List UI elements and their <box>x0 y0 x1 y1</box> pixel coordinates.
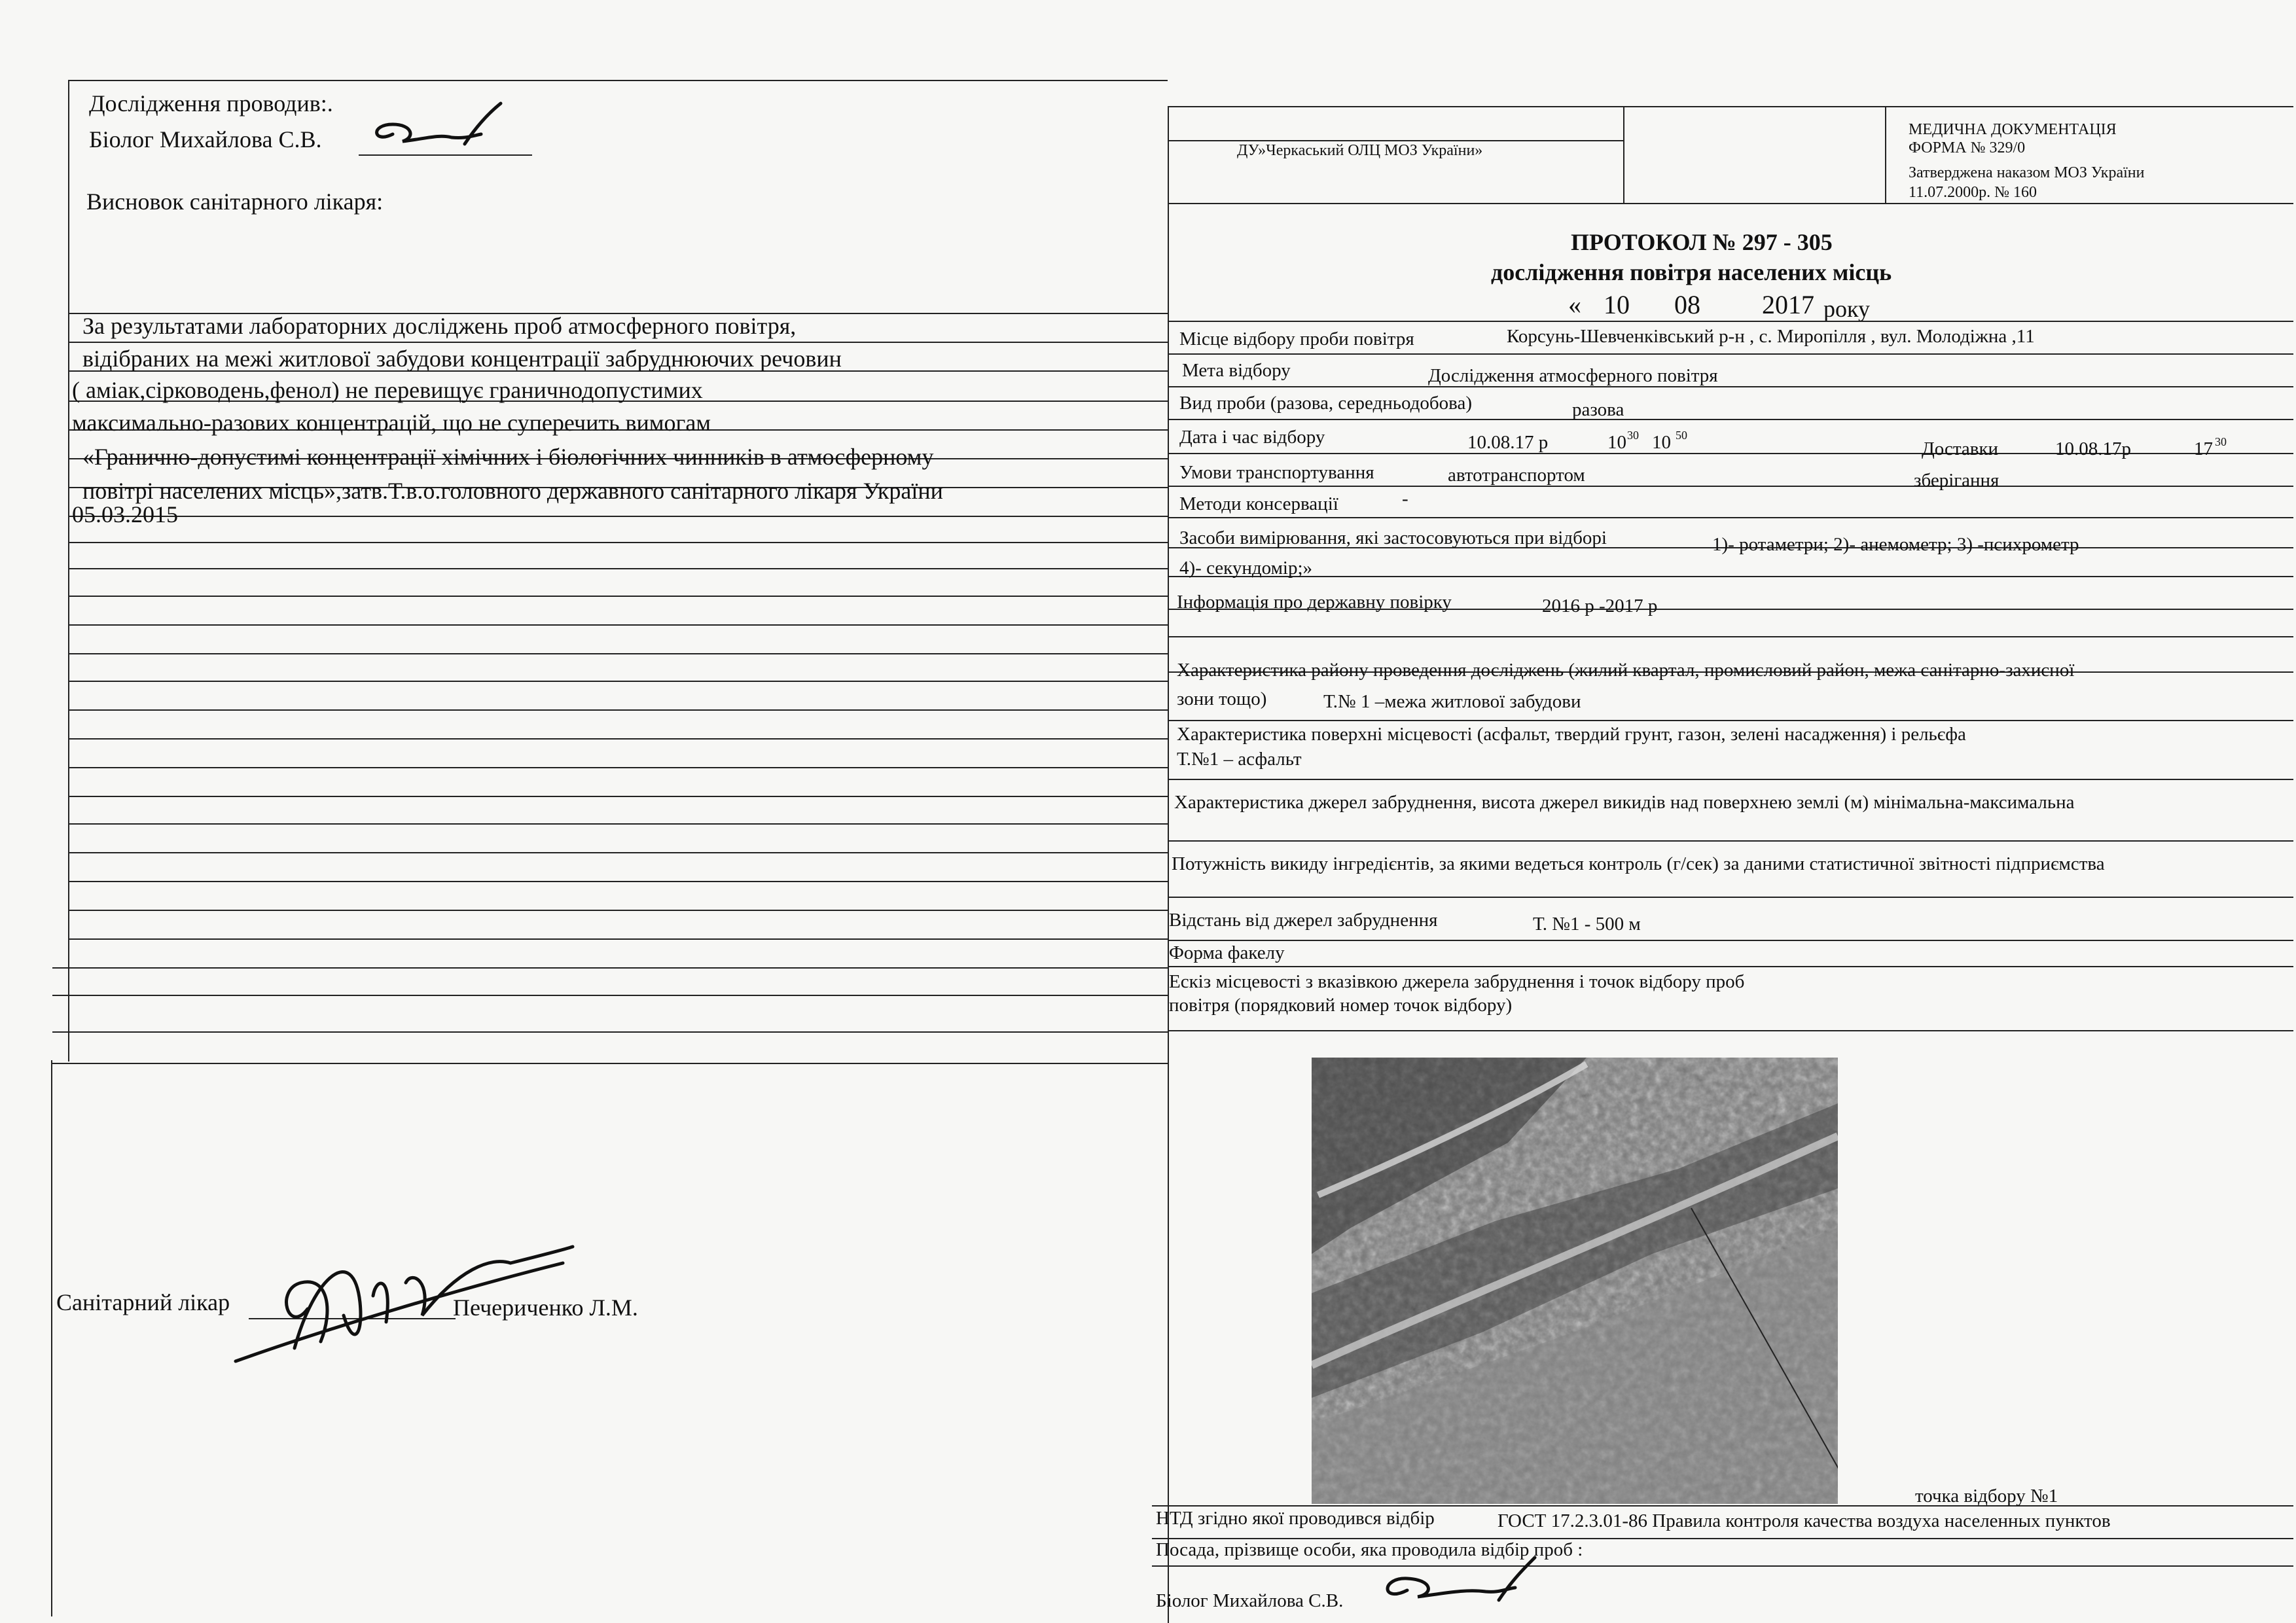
researcher-name: Біолог Михайлова С.В. <box>89 126 322 152</box>
date-day: 10 <box>1604 290 1630 319</box>
delivery-hour: 17 <box>2194 438 2213 459</box>
place-value: Корсунь-Шевченківський р-н , с. Миропілля , вул. Молодіжна ,11 <box>1507 326 2035 347</box>
protocol-subtitle: дослідження повітря населених місць <box>1491 259 1892 285</box>
place-label: Місце відбору проби повітря <box>1179 329 1414 349</box>
researcher-label: Дослідження проводив:. <box>89 90 333 116</box>
date-suffix: року <box>1823 296 1870 322</box>
sampler-name: Біолог Михайлова С.В. <box>1156 1590 1344 1611</box>
purpose-value: Дослідження атмосферного повітря <box>1428 365 1718 386</box>
verification-value: 2016 р -2017 р <box>1542 596 1658 616</box>
preservation-value: - <box>1402 488 1408 509</box>
time2-minute: 50 <box>1676 429 1687 442</box>
type-value: разова <box>1572 399 1624 420</box>
transport-label: Умови транспортування <box>1179 462 1374 483</box>
date-month: 08 <box>1674 290 1700 319</box>
med-doc-line-4: 11.07.2000р. № 160 <box>1909 184 2037 201</box>
sources-label: Характеристика джерел забруднення, висота джерел викидів над поверхнею землі (м) мінімальна-максимальна <box>1174 792 2075 813</box>
delivery-label: Доставки <box>1922 438 1999 459</box>
district-value: Т.№ 1 –межа житлової забудови <box>1323 691 1581 712</box>
instruments-label: Засоби вимірювання, які застосовуються при відборі <box>1179 527 1607 548</box>
institution-name: ДУ»Черкаський ОЛЦ МОЗ України» <box>1237 142 1483 159</box>
delivery-minute: 30 <box>2215 435 2227 448</box>
date-year: 2017 <box>1762 290 1814 319</box>
sampler-signature <box>1374 1551 1545 1616</box>
researcher-signature <box>367 98 511 160</box>
storage-label: зберігання <box>1914 470 2000 491</box>
plume-label: Форма факелу <box>1169 942 1285 963</box>
sketch-label: Ескіз місцевості з вказівкою джерела забруднення і точок відбору проб <box>1169 971 1745 992</box>
verification-label: Інформація про державну повірку <box>1177 592 1452 613</box>
sampler-label: Посада, прізвище особи, яка проводила відбір проб : <box>1156 1539 1583 1560</box>
transport-value: автотранспортом <box>1448 465 1585 486</box>
datetime-label: Дата і час відбору <box>1179 427 1325 448</box>
conclusion-line-2: відібраних на межі житлової забудови концентрації забруднюючих речовин <box>82 346 842 372</box>
conclusion-line-3: ( аміак,сірководень,фенол) не перевищує граничнодопустимих <box>72 377 703 403</box>
doctor-signature <box>196 1211 576 1381</box>
datetime-date: 10.08.17 р <box>1467 432 1549 453</box>
doctor-label: Санітарний лікар <box>56 1289 230 1315</box>
type-label: Вид проби (разова, середньодобова) <box>1179 393 1473 414</box>
ntd-value: ГОСТ 17.2.3.01-86 Правила контроля качества воздуха населенных пунктов <box>1498 1510 2111 1531</box>
time1-minute: 30 <box>1627 429 1639 442</box>
date-open: « <box>1568 290 1581 319</box>
protocol-title: ПРОТОКОЛ № 297 - 305 <box>1571 229 1833 255</box>
purpose-label: Мета відбору <box>1182 360 1291 381</box>
conclusion-line-5: «Гранично-допустимі концентрації хімічних і біологічних чинників в атмосферному <box>82 444 934 470</box>
emission-label: Потужність викиду інгредієнтів, за якими ведеться контроль (г/сек) за даними статистичної звітності підприємства <box>1172 853 2105 874</box>
sketch-label-2: повітря (порядковий номер точок відбору) <box>1169 995 1513 1016</box>
sampling-point-label: точка відбору №1 <box>1915 1486 2058 1507</box>
distance-value: Т. №1 - 500 м <box>1533 914 1641 935</box>
time2-hour: 10 <box>1652 432 1671 453</box>
ntd-label: НТД згідно якої проводився відбір <box>1156 1508 1435 1529</box>
conclusion-line-4: максимально-разових концентрацій, що не суперечить вимогам <box>72 410 711 436</box>
delivery-date: 10.08.17р <box>2055 438 2131 459</box>
distance-label: Відстань від джерел забруднення <box>1169 910 1438 931</box>
instruments-value: 1)- ротаметри; 2)- анемометр; 3) -психрометр <box>1712 534 2079 555</box>
surface-value: Т.№1 – асфальт <box>1177 749 1302 770</box>
conclusion-label: Висновок санітарного лікаря: <box>86 188 384 215</box>
surface-label: Характеристика поверхні місцевості (асфальт, твердий грунт, газон, зелені насадження) і рельєфа <box>1177 724 1966 745</box>
conclusion-line-6: повітрі населених місць»,затв.Т.в.о.головного державного санітарного лікаря України <box>82 478 943 504</box>
aerial-map-image <box>1312 1058 1838 1504</box>
med-doc-line-2: ФОРМА № 329/0 <box>1909 139 2026 156</box>
doctor-name: Печериченко Л.М. <box>453 1294 638 1321</box>
district-label: Характеристика району проведення досліджень (жилий квартал, промисловий район, межа санітарно-захисної <box>1177 660 2075 681</box>
instruments-value-2: 4)- секундомір;» <box>1179 558 1313 579</box>
med-doc-line-1: МЕДИЧНА ДОКУМЕНТАЦІЯ <box>1909 121 2117 138</box>
med-doc-line-3: Затверджена наказом МОЗ України <box>1909 164 2145 181</box>
time1-hour: 10 <box>1607 432 1626 453</box>
preservation-label: Методи консервації <box>1179 493 1338 514</box>
conclusion-line-1: За результатами лабораторних досліджень проб атмосферного повітря, <box>82 313 797 339</box>
conclusion-line-7: 05.03.2015 <box>72 501 178 527</box>
district-label-2: зони тощо) <box>1177 688 1267 709</box>
